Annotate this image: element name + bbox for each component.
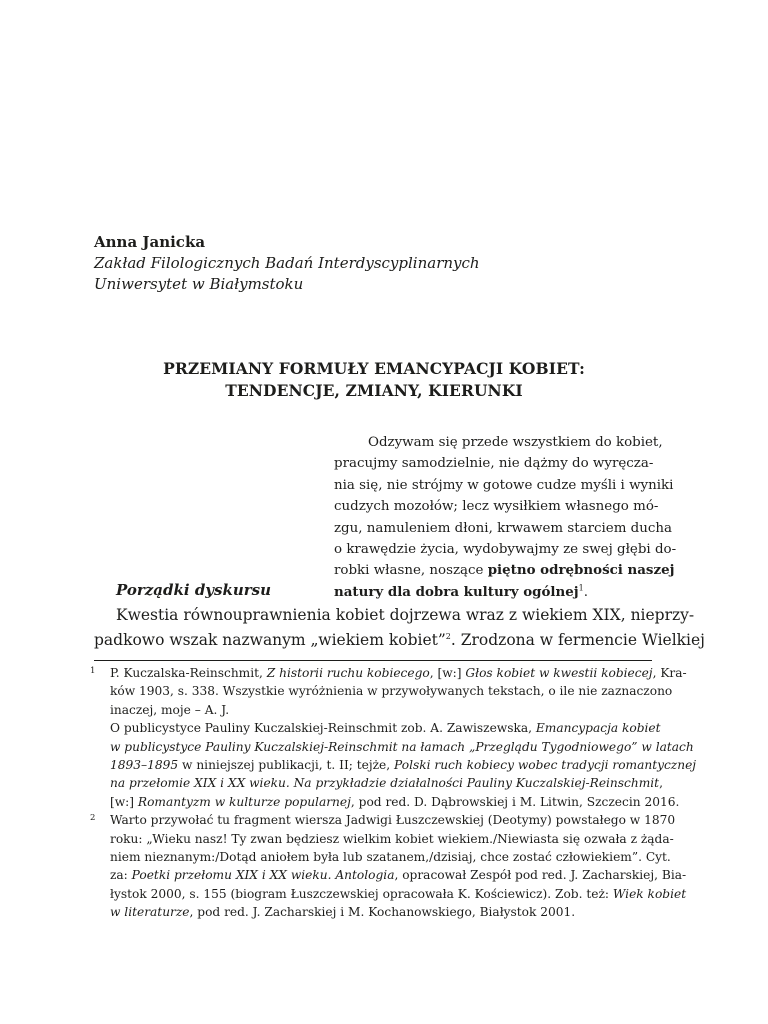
epigraph-emphasis: piętno odrębności naszej xyxy=(487,562,675,579)
footnote-line xyxy=(110,793,680,811)
footnote-text: Z historii ruchu kobiecego xyxy=(266,666,430,680)
author-affiliation-university: Uniwersytet w Białymstoku xyxy=(94,275,304,293)
footnote-line xyxy=(110,866,687,884)
author-affiliation-department: Zakład Filologicznych Badań Interdyscyplinarnych xyxy=(94,254,480,272)
title-line-2: TENDENCJE, ZMIANY, KIERUNKI xyxy=(225,381,523,400)
footnote-divider xyxy=(94,660,652,661)
title-line-1: PRZEMIANY FORMUŁY EMANCYPACJI KOBIET: xyxy=(163,359,585,378)
epigraph-text: . xyxy=(583,584,588,600)
footnote-text: łystok 2000, s. 155 (biogram Łuszczewskiej opracowała K. Kościewicz). Zob. też: xyxy=(110,886,613,901)
footnote-number: 1 xyxy=(90,666,96,676)
footnote-line xyxy=(110,756,697,774)
section-heading: Porządki dyskursu xyxy=(116,581,272,599)
footnote-line xyxy=(110,885,687,903)
epigraph-line: o krawędzie życia, wydobywajmy ze swej głębi do- xyxy=(334,542,677,558)
footnote-text: w literaturze xyxy=(110,905,190,920)
footnote-text: Romantyzm w kulturze popularnej xyxy=(137,794,351,809)
footnote-ref-2[interactable]: 2 xyxy=(445,631,451,641)
footnote-line xyxy=(110,719,661,737)
footnote-line xyxy=(110,774,663,792)
article-title xyxy=(94,358,654,402)
epigraph xyxy=(334,432,677,603)
footnote-text: , [w:] xyxy=(429,666,466,680)
footnote-line: Warto przywołać tu fragment wiersza Jadwigi Łuszczewskiej (Deotymy) powstałego w 1870 xyxy=(110,813,676,828)
footnote-line: w publicystyce Pauliny Kuczalskiej-Reinschmit na łamach „Przeglądu Tygodniowego” w latach xyxy=(110,739,694,754)
footnote-text: 1893–1895 xyxy=(110,758,179,773)
epigraph-line xyxy=(334,560,675,581)
footnote-text: Głos kobiet w kwestii kobiecej xyxy=(465,666,653,680)
footnote-text: , Kra- xyxy=(652,666,687,680)
epigraph-line: nia się, nie strójmy w gotowe cudze myśli i wyniki xyxy=(334,477,674,493)
footnote-line: roku: „Wieku nasz! Ty zwan będziesz wielkim kobiet wiekiem./Niewiasta się ozwała z żąda- xyxy=(110,831,674,846)
body-text: . Zrodzona w fermencie Wielkiej xyxy=(450,631,705,649)
footnote-text: , opracował Zespół pod red. J. Zacharskiej, Bia- xyxy=(394,868,687,883)
body-line xyxy=(94,628,705,653)
footnote-text: Wiek kobiet xyxy=(612,886,687,901)
epigraph-line: cudzych mozołów; lecz wysiłkiem własnego mó- xyxy=(334,499,659,515)
epigraph-line: pracujmy samodzielnie, nie dążmy do wyręcza- xyxy=(334,456,654,472)
footnote-ref-1[interactable]: 1 xyxy=(578,583,584,593)
footnote-text: , xyxy=(659,776,663,791)
footnote-line: inaczej, moje – A. J. xyxy=(110,702,230,717)
body-text: padkowo wszak nazwanym „wiekiem kobiet” xyxy=(94,631,446,649)
footnote-line xyxy=(110,903,652,921)
footnote-line: niem nieznanym:/Dotąd aniołem była lub szatanem,/dzisiaj, chce zostać człowiekiem”. Cyt. xyxy=(110,850,671,865)
epigraph-line: Odzywam się przede wszystkiem do kobiet, xyxy=(368,435,663,450)
footnote-line: ków 1903, s. 338. Wszystkie wyróżnienia w przywoływanych tekstach, o ile nie zaznaczono xyxy=(110,684,673,699)
footnote-text: na przełomie XIX i XX wieku. Na przykładzie działalności Pauliny Kuczalskiej-Reinschmit xyxy=(110,776,660,791)
footnote-1 xyxy=(90,664,697,811)
body-line: Kwestia równouprawnienia kobiet dojrzewa wraz z wiekiem XIX, nieprzy- xyxy=(116,606,695,624)
footnote-line xyxy=(110,664,687,682)
footnote-2 xyxy=(90,811,687,921)
footnote-text: O publicystyce Pauliny Kuczalskiej-Reinschmit zob. A. Zawiszewska, xyxy=(110,721,536,736)
body-paragraph xyxy=(94,603,705,653)
footnote-number: 2 xyxy=(90,813,96,824)
footnotes xyxy=(90,664,697,922)
footnote-text: za: xyxy=(110,868,132,883)
author-name: Anna Janicka xyxy=(94,233,206,251)
footnote-text: Emancypacja kobiet xyxy=(535,721,661,736)
epigraph-emphasis: natury dla dobra kultury ogólnej xyxy=(334,583,579,600)
footnote-text: Poetki przełomu XIX i XX wieku. Antologia xyxy=(131,868,395,883)
footnote-text: w niniejszej publikacji, t. II; tejże, xyxy=(178,758,395,773)
footnote-text: Polski ruch kobiecy wobec tradycji romantycznej xyxy=(394,758,697,773)
footnote-text: P. Kuczalska-Reinschmit, xyxy=(110,666,267,680)
author-block xyxy=(94,232,694,295)
footnote-text: , pod red. J. Zacharskiej i M. Kochanowskiego, Białystok 2001. xyxy=(189,905,576,920)
epigraph-line xyxy=(334,582,652,603)
footnote-text: [w:] xyxy=(110,794,138,809)
epigraph-line: zgu, namuleniem dłoni, krwawem starciem ducha xyxy=(334,520,672,536)
epigraph-text: robki własne, noszące xyxy=(334,563,488,579)
footnote-text: , pod red. D. Dąbrowskiej i M. Litwin, Szczecin 2016. xyxy=(350,794,680,809)
